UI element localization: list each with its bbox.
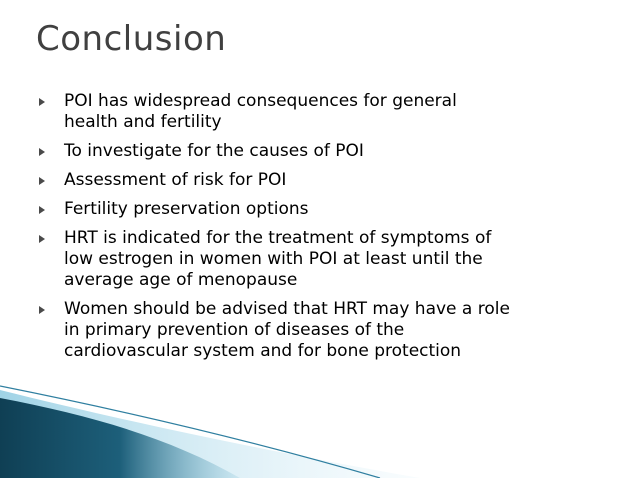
bullet-line: health and fertility [64,112,222,132]
bullet-line: low estrogen in women with POI at least until the [64,249,483,269]
bullet-item [36,228,616,291]
triangle-right-icon [39,177,45,185]
triangle-right-icon [39,98,45,106]
bullet-line: cardiovascular system and for bone protection [64,341,462,361]
bullet-line: Women should be advised that HRT may have a role [64,299,510,319]
bullet-line: To investigate for the causes of POI [64,141,364,161]
bullet-line: Assessment of risk for POI [64,170,287,190]
slide-title: Conclusion [36,19,227,59]
bullet-item [36,199,616,220]
triangle-right-icon [39,235,45,243]
bullet-item [36,141,616,162]
bullet-line: HRT is indicated for the treatment of symptoms of [64,228,492,248]
bullet-item [36,170,616,191]
bullet-line: average age of menopause [64,270,298,290]
triangle-right-icon [39,306,45,314]
bullet-list [36,91,616,370]
bullet-item [36,91,616,133]
bullet-line: POI has widespread consequences for general [64,91,457,111]
triangle-right-icon [39,206,45,214]
corner-wave-decoration [0,380,638,478]
triangle-right-icon [39,148,45,156]
bullet-line: in primary prevention of diseases of the [64,320,405,340]
bullet-item [36,299,616,362]
bullet-line: Fertility preservation options [64,199,309,219]
